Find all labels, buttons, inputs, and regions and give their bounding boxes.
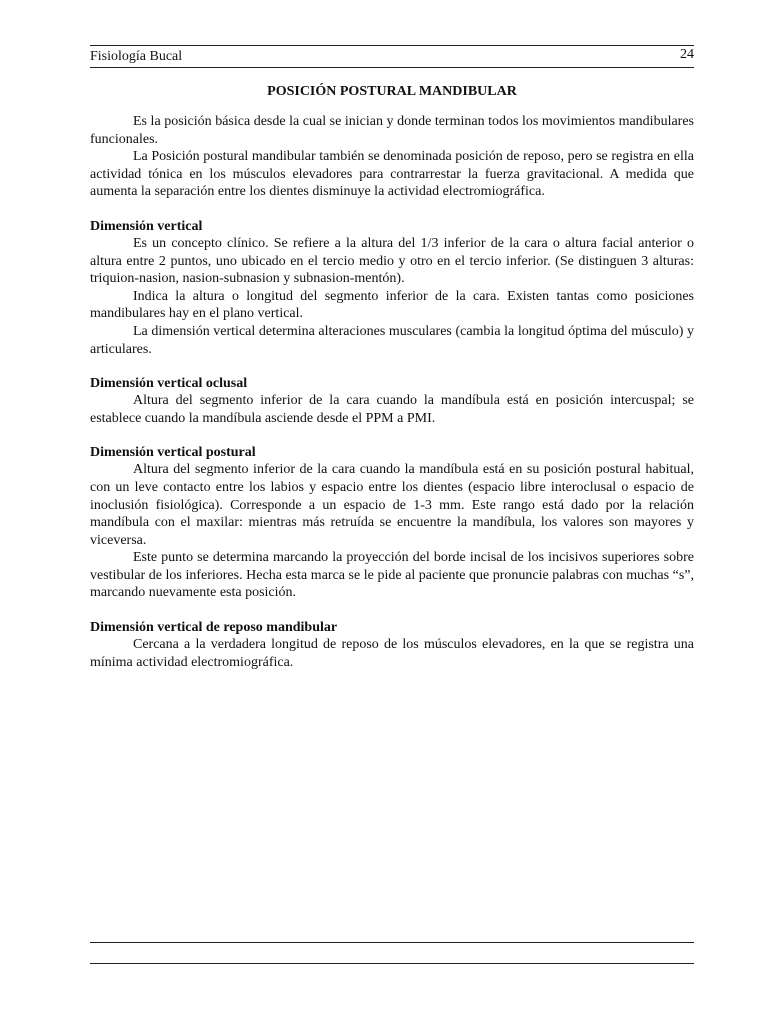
footer-rule-top (90, 942, 694, 943)
section-heading: Dimensión vertical (90, 218, 203, 234)
page-header (90, 45, 694, 68)
paragraph: Altura del segmento inferior de la cara cuando la mandíbula está en su posición postural habitual, con un leve contacto entre los labios y espacio entre los dientes (espacio libre interoclusal o espacio de inoclusión fisiológica). Corresponde a un espacio de 1-3 mm. Este rango está dado por la relación mandíbula con el maxilar: mientras más retruída se encuentre la mandíbula, los valores son mayores y viceversa. (90, 462, 694, 548)
document-page (90, 0, 694, 1024)
document-title: POSICIÓN POSTURAL MANDIBULAR (267, 84, 517, 99)
section-dimension-vertical-postural (90, 444, 694, 602)
paragraph: Altura del segmento inferior de la cara cuando la mandíbula está en posición intercuspal; se establece cuando la mandíbula asciende desde el PPM a PMI. (90, 393, 694, 426)
paragraph: Indica la altura o longitud del segmento inferior de la cara. Existen tantas como posiciones mandibulares hay en el plano vertical. (90, 288, 694, 322)
paragraph: Cercana a la verdadera longitud de reposo de los músculos elevadores, en la que se registra una mínima actividad electromiográfica. (90, 637, 694, 670)
page-number: 24 (680, 47, 694, 62)
section-dimension-vertical-oclusal (90, 375, 694, 427)
document-body (90, 83, 694, 688)
paragraph: Este punto se determina marcando la proyección del borde incisal de los incisivos superiores sobre vestibular de los inferiores. Hecha esta marca se le pide al paciente que pronuncie palabras con muchas “s”, marcando nuevamente esta posición. (90, 550, 694, 601)
header-title: Fisiología Bucal (90, 49, 183, 64)
section-dimension-vertical (90, 218, 694, 358)
paragraph: La dimensión vertical determina alteraciones musculares (cambia la longitud óptima del músculo) y articulares. (90, 323, 694, 357)
section-heading: Dimensión vertical oclusal (90, 376, 248, 392)
section-heading: Dimensión vertical postural (90, 445, 256, 461)
paragraph: Es un concepto clínico. Se refiere a la altura del 1/3 inferior de la cara o altura facial anterior o altura entre 2 puntos, uno ubicado en el tercio medio y otro en el tercio inferior. (Se distinguen 3 alturas: triquion-nasion, nasion-subnasion y subnasion-mentón). (90, 235, 694, 287)
intro-section (90, 113, 694, 201)
footer-rule-bottom (90, 963, 694, 964)
section-heading: Dimensión vertical de reposo mandibular (90, 620, 338, 636)
section-dimension-vertical-reposo (90, 619, 694, 671)
paragraph: La Posición postural mandibular también se denominada posición de reposo, pero se registra en ella actividad tónica en los músculos elevadores para contrarrestar la fuerza gravitacional. A medida que aumenta la separación entre los dientes disminuye la actividad electromiográfica. (90, 149, 694, 200)
paragraph: Es la posición básica desde la cual se inician y donde terminan todos los movimientos mandibulares funcionales. (90, 114, 694, 147)
